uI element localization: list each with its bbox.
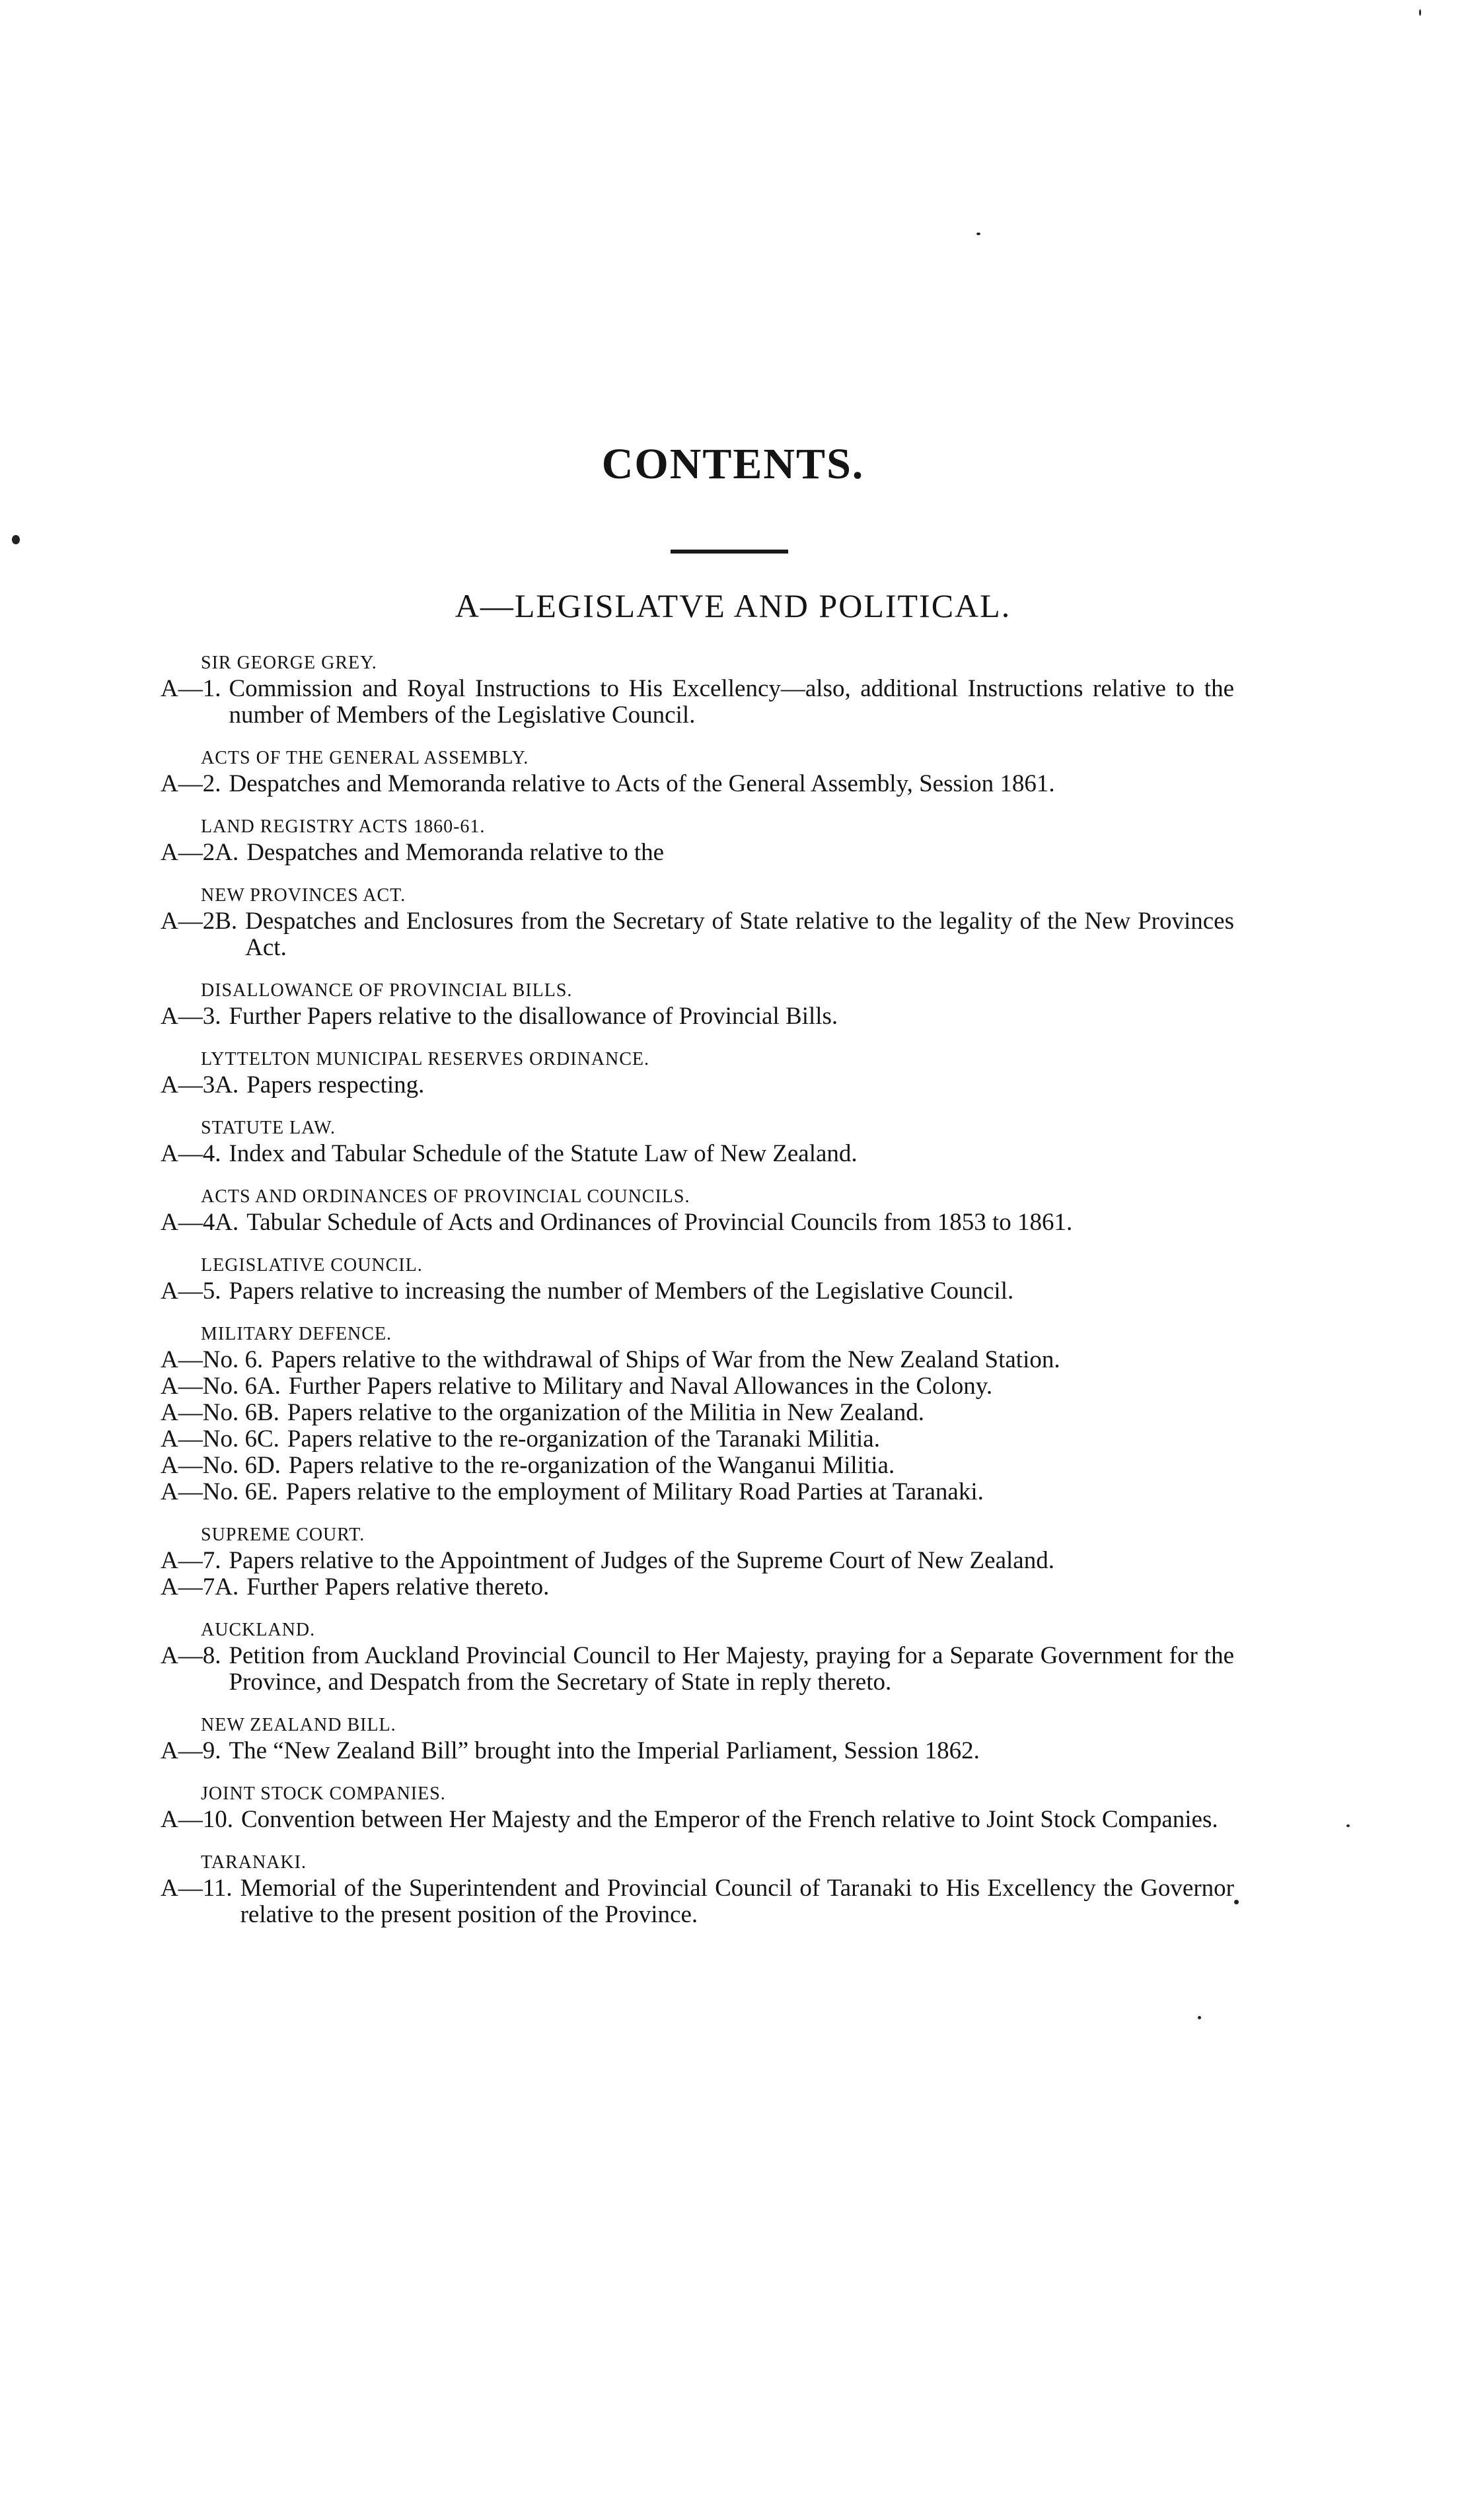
contents-entry bbox=[161, 1400, 1234, 1426]
contents-entry bbox=[161, 1738, 1234, 1764]
contents-entry bbox=[161, 771, 1234, 797]
contents-entry bbox=[161, 1373, 1234, 1400]
entry-code: A—2. bbox=[161, 770, 221, 797]
contents-entry bbox=[161, 1875, 1234, 1928]
contents-group bbox=[161, 1116, 1234, 1167]
entry-code: A—No. 6A. bbox=[161, 1373, 281, 1400]
entry-text: Convention between Her Majesty and the Emperor of the French relative to Joint Stock Companies. bbox=[240, 1806, 1218, 1833]
entry-code: A—4. bbox=[161, 1140, 221, 1167]
contents-group bbox=[161, 1713, 1234, 1764]
entry-text: Papers relative to the organization of the Militia in New Zealand. bbox=[287, 1399, 924, 1426]
entry-code: A—10. bbox=[161, 1806, 233, 1833]
entry-code: A—No. 6. bbox=[161, 1346, 264, 1373]
entry-code: A—No. 6D. bbox=[161, 1452, 281, 1479]
contents-entry bbox=[161, 1479, 1234, 1505]
entry-text: Papers relative to the withdrawal of Ships of War from the New Zealand Station. bbox=[271, 1346, 1060, 1373]
contents-list bbox=[161, 651, 1234, 1945]
entry-text: Papers respecting. bbox=[246, 1071, 425, 1098]
entry-text: Further Papers relative to Military and Naval Allowances in the Colony. bbox=[288, 1373, 993, 1400]
scan-speck bbox=[12, 535, 20, 544]
contents-entry bbox=[161, 1072, 1234, 1098]
entry-text: The “New Zealand Bill” brought into the Imperial Parliament, Session 1862. bbox=[229, 1737, 980, 1764]
entry-code: A—8. bbox=[161, 1642, 221, 1669]
group-heading: LEGISLATIVE COUNCIL. bbox=[201, 1255, 423, 1276]
scan-speck bbox=[976, 233, 980, 235]
entry-code: A—No. 6B. bbox=[161, 1399, 279, 1426]
entry-text: Despatches and Memoranda relative to Acts of the General Assembly, Session 1861. bbox=[229, 770, 1055, 797]
contents-group bbox=[161, 1618, 1234, 1696]
title-rule bbox=[671, 550, 788, 554]
entry-code: A—5. bbox=[161, 1278, 221, 1305]
contents-group bbox=[161, 1253, 1234, 1305]
entry-code: A—4A. bbox=[161, 1209, 239, 1236]
group-heading: ACTS AND ORDINANCES OF PROVINCIAL COUNCILS. bbox=[201, 1186, 690, 1207]
entry-code: A—2A. bbox=[161, 839, 239, 866]
entry-code: A—2B. bbox=[161, 908, 238, 935]
contents-entry bbox=[161, 676, 1234, 729]
group-heading: MILITARY DEFENCE. bbox=[201, 1324, 392, 1344]
entry-code: A—No. 6E. bbox=[161, 1478, 278, 1505]
entry-text: Papers relative to increasing the number of Members of the Legislative Council. bbox=[229, 1278, 1014, 1305]
entry-text: Papers relative to the employment of Military Road Parties at Taranaki. bbox=[285, 1478, 984, 1505]
contents-entry bbox=[161, 1548, 1234, 1574]
group-heading: NEW ZEALAND BILL. bbox=[201, 1715, 396, 1735]
entry-text: Memorial of the Superintendent and Provincial Council of Taranaki to His Excellency the Governor relative to the present position of the Province. bbox=[240, 1875, 1234, 1928]
group-heading: LAND REGISTRY ACTS 1860-61. bbox=[201, 816, 486, 837]
contents-entry bbox=[161, 1003, 1234, 1030]
entry-text: Index and Tabular Schedule of the Statute Law of New Zealand. bbox=[229, 1140, 858, 1167]
contents-entry bbox=[161, 1278, 1234, 1305]
group-heading: STATUTE LAW. bbox=[201, 1118, 336, 1138]
group-heading: AUCKLAND. bbox=[201, 1620, 316, 1640]
entry-text: Papers relative to the Appointment of Judges of the Supreme Court of New Zealand. bbox=[229, 1547, 1054, 1574]
group-heading: SIR GEORGE GREY. bbox=[201, 653, 377, 673]
section-title: A—LEGISLATVE AND POLITICAL. bbox=[455, 587, 1011, 624]
entry-text: Further Papers relative to the disallowance of Provincial Bills. bbox=[229, 1003, 838, 1030]
contents-group bbox=[161, 1782, 1234, 1833]
entry-text: Petition from Auckland Provincial Council to Her Majesty, praying for a Separate Government for the Province, and Despatch from the Secretary of State in reply thereto. bbox=[229, 1642, 1234, 1696]
contents-group bbox=[161, 1184, 1234, 1236]
entry-code: A—9. bbox=[161, 1737, 221, 1764]
contents-entry bbox=[161, 840, 1234, 866]
group-heading: SUPREME COURT. bbox=[201, 1525, 365, 1545]
scan-speck bbox=[1419, 9, 1421, 16]
scan-speck bbox=[1346, 1824, 1350, 1827]
contents-group bbox=[161, 1850, 1234, 1928]
entry-code: A—11. bbox=[161, 1875, 233, 1902]
entry-code: A—1. bbox=[161, 675, 221, 702]
entry-text: Tabular Schedule of Acts and Ordinances of Provincial Councils from 1853 to 1861. bbox=[246, 1209, 1073, 1236]
contents-entry bbox=[161, 1807, 1234, 1833]
group-heading: TARANAKI. bbox=[201, 1852, 307, 1873]
contents-group bbox=[161, 746, 1234, 797]
contents-group bbox=[161, 883, 1234, 961]
entry-code: A—7A. bbox=[161, 1573, 239, 1601]
contents-group bbox=[161, 814, 1234, 866]
group-heading: NEW PROVINCES ACT. bbox=[201, 885, 406, 906]
entry-text: Despatches and Memoranda relative to the bbox=[246, 839, 665, 866]
group-heading: LYTTELTON MUNICIPAL RESERVES ORDINANCE. bbox=[201, 1049, 650, 1069]
contents-entry bbox=[161, 1574, 1234, 1601]
page-title: CONTENTS. bbox=[601, 440, 865, 488]
entry-code: A—3A. bbox=[161, 1071, 239, 1098]
entry-text: Papers relative to the re-organization of the Wanganui Militia. bbox=[288, 1452, 895, 1479]
entry-code: A—7. bbox=[161, 1547, 221, 1574]
contents-group bbox=[161, 651, 1234, 729]
contents-entry bbox=[161, 1209, 1234, 1236]
scan-speck bbox=[1234, 1900, 1239, 1904]
entry-text: Papers relative to the re-organization of the Taranaki Militia. bbox=[287, 1425, 880, 1453]
scan-speck bbox=[1198, 2016, 1201, 2019]
entry-code: A—No. 6C. bbox=[161, 1425, 279, 1453]
contents-entry bbox=[161, 1643, 1234, 1696]
contents-entry bbox=[161, 1426, 1234, 1453]
contents-group bbox=[161, 978, 1234, 1030]
entry-text: Despatches and Enclosures from the Secretary of State relative to the legality of the New Provinces Act. bbox=[245, 908, 1234, 961]
entry-code: A—3. bbox=[161, 1003, 221, 1030]
contents-group bbox=[161, 1523, 1234, 1601]
entry-text: Commission and Royal Instructions to His Excellency—also, additional Instructions relative to the number of Members of the Legislative Council. bbox=[229, 675, 1234, 729]
group-heading: JOINT STOCK COMPANIES. bbox=[201, 1783, 446, 1804]
group-heading: ACTS OF THE GENERAL ASSEMBLY. bbox=[201, 748, 529, 768]
contents-entry bbox=[161, 1347, 1234, 1373]
contents-entry bbox=[161, 1141, 1234, 1167]
contents-entry bbox=[161, 908, 1234, 961]
entry-text: Further Papers relative thereto. bbox=[246, 1573, 550, 1601]
contents-group bbox=[161, 1322, 1234, 1505]
contents-entry bbox=[161, 1453, 1234, 1479]
contents-group bbox=[161, 1047, 1234, 1098]
group-heading: DISALLOWANCE OF PROVINCIAL BILLS. bbox=[201, 980, 573, 1001]
